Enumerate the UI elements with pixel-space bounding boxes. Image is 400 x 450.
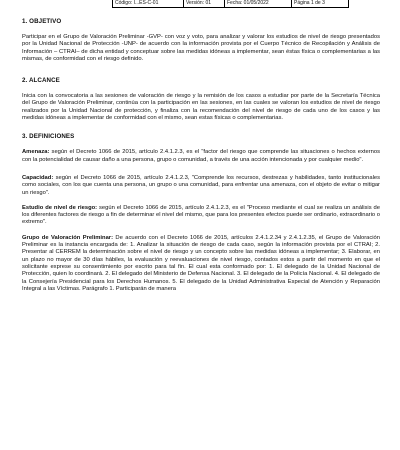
header-code-cell: Código: I...ES-C-01 [113,0,184,8]
document-body [22,18,380,293]
definition-text: según el Decreto 1066 de 2015, artículo 2.4.1.2.3, es el "factor del riesgo que comprende las situaciones o hechos externos con la potencialidad de causar daño a una persona, grupo o comunidad, a través de una acción intencionada y por cualquier medio". [22,149,380,163]
section-definiciones-title: 3. DEFINICIONES [22,133,75,141]
header-version-cell: Versión: 01 [184,0,225,8]
definition-text: según el Decreto 1066 de 2015, artículo 2.4.1.2.3, es el "Proceso mediante el cual se realiza un análisis de los diferentes factores de riesgo a fin de determinar el nivel del mismo, que para los presentes efectos puede ser ordinario, extraordinario o extremo". [22,204,380,226]
definition-text: según el Decreto 1066 de 2015, artículo 2.4.1.2.3, "Comprende los recursos, destrezas y habilidades, tanto institucionales como sociales, con los que cuenta una persona, un grupo o una comunidad, para enfrentar una amenaza, con el objeto de evitar o mitigar un riesgo". [22,174,380,196]
section-alcance-text: Inicia con la convocatoria a las sesiones de valoración de riesgo y la remisión de los casos a estudiar por parte de la Secretaría Técnica del Grupo de Valoración Preliminar, continúa con la participación en las sesiones, en las cuales se valoran los estudios de nivel de riesgo realizados por la Unidad Nacional de protección, y finaliza con la recomendación del nivel de riesgo de cada uno de los casos y las medidas idóneas a implementar de conformidad con el mismo, sean estas físicas o complementarias. [22,93,380,122]
definition-estudio [22,205,380,227]
definition-term: Amenaza: [22,149,50,156]
definition-term: Grupo de Valoración Preliminar: [22,234,113,241]
definition-term: Estudio de nivel de riesgo: [22,204,98,211]
definition-text: De acuerdo con el Decreto 1066 de 2015, artículos 2.4.1.2.34 y 2.4.1.2.35, el Grupo de Valoración Preliminar es la instancia encargada de: 1. Analizar la situación de riesgo de cada caso, según la información provista por el CTRAI; 2. Presentar al CERREM la determinación sobre el nivel de riesgo y un concepto sobre las medidas idóneas a implementar; 3. Elaborar, en un plazo no mayor de 30 días hábiles, la evaluación y reevaluaciones de nivel riesgo, contados estos a partir del momento en que el solicitante exprese su consentimiento por escrito para tal fin. El cual esta conformado por: 1. El delegado de la Unidad Nacional de Protección, quien lo coordinará. 2. El delegado del Ministerio de Defensa Nacional. 3. El delegado de la Policía Nacional. 4. El delegado de la Consejería Presidencial para los Derechos Humanos. 5. El delegado de la Unidad Administrativa Especial de Atención y Reparación Integral a las Víctimas. Parágrafo 1. Participarán de manera [22,234,380,292]
section-alcance-title: 2. ALCANCE [22,77,60,85]
definition-capacidad [22,175,380,197]
definition-amenaza [22,149,380,164]
section-objetivo-title: 1. OBJETIVO [22,18,62,25]
definition-gvp [22,235,380,293]
definition-term: Capacidad: [22,174,54,181]
header-page-cell: Página 1 de 3 [292,0,349,8]
section-objetivo-text: Participar en el Grupo de Valoración Preliminar -GVP- con voz y voto, para analizar y valorar los estudios de nivel de riesgo presentados por la Unidad Nacional de Protección -UNP- de acuerdo con la información provista por el Cuerpo Técnico de Recopilación y Análisis de Información – CTRAI– de dicha entidad y conceptuar sobre las medidas idóneas a implementar, sean éstas física o complementarias a las mismas, de conformidad con el riesgo definido. [22,34,380,62]
document-header-table [112,0,353,8]
header-date-cell: Fecha: 01/05/2022 [225,0,292,8]
